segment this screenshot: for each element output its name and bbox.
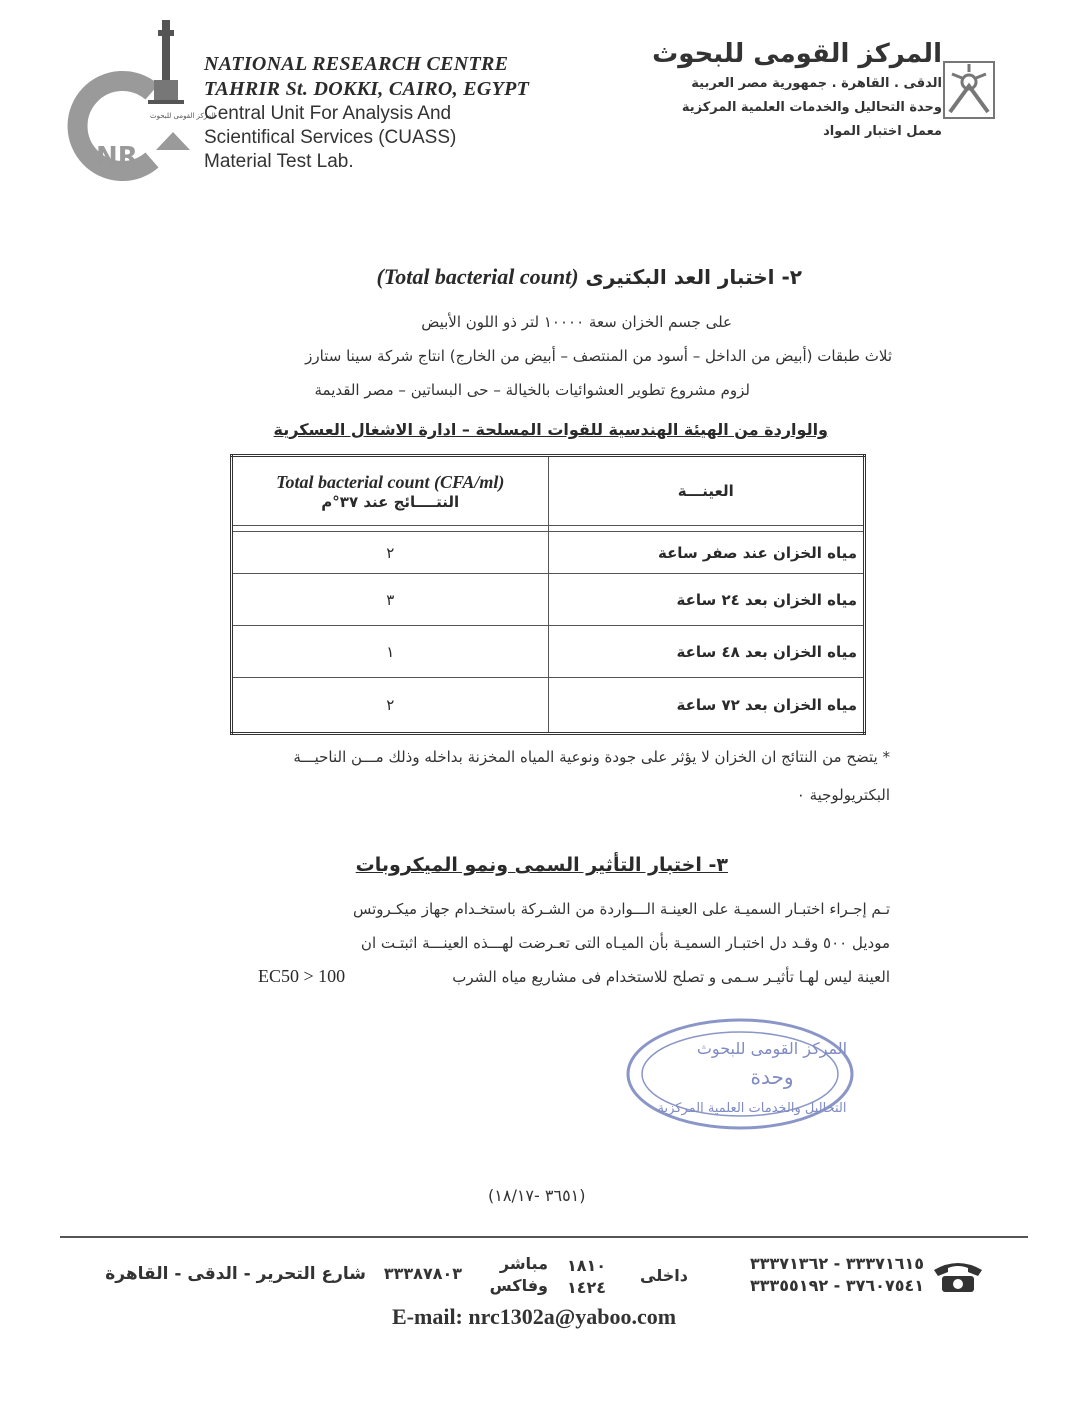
sample-name: مياه الخزان بعد ٧٢ ساعة <box>548 678 865 734</box>
result-header-cell <box>232 456 549 526</box>
unit-name-1: Central Unit For Analysis And <box>204 103 452 124</box>
svg-text:وحدة: وحدة <box>750 1065 794 1089</box>
sample-header-cell: العينـــة <box>548 456 865 526</box>
header-arabic <box>522 36 942 144</box>
toxicity-paragraph-3: العينة ليس لهـا تأثيـر سـمى و تصلح للاستخدام فى مشاريع مياه الشرب <box>452 968 890 986</box>
institution-address: TAHRIR St. DOKKI, CAIRO, EGYPT <box>204 78 530 100</box>
ec50-value: EC50 > 100 <box>258 966 346 986</box>
lab-name-ar: معمل اختبار المواد <box>823 124 942 139</box>
sample-name: مياه الخزان بعد ٤٨ ساعة <box>548 626 865 678</box>
phone-numbers-2: ٣٧٦٠٧٥٤١ - ٣٣٣٥٥١٩٢ <box>749 1276 924 1295</box>
svg-text:NR: NR <box>96 142 138 172</box>
result-header-en: Total bacterial count (CFA/ml) <box>276 471 505 492</box>
section2-title-en: (Total bacterial count) <box>376 264 579 289</box>
direct-number: ٣٣٣٨٧٨٠٣ <box>383 1264 462 1283</box>
svg-text:المركز القومى للبحوث: المركز القومى للبحوث <box>696 1039 848 1058</box>
email-address: E-mail: nrc1302a@yaboo.com <box>392 1304 677 1329</box>
ext-1: ١٨١٠ <box>566 1256 606 1275</box>
table-row <box>232 574 865 626</box>
unit-name-2: Scientifical Services (CUASS) <box>204 127 457 148</box>
official-stamp <box>622 1014 858 1134</box>
toxicity-paragraph-1: تـم إجـراء اختبـار السميـة على العينـة الـــواردة من الشـركة باستخـدام جهاز ميكـروتس <box>352 900 890 918</box>
tank-description: على جسم الخزان سعة ١٠٠٠٠ لتر ذو اللون الأبيض <box>421 313 732 331</box>
table-row <box>232 678 865 734</box>
project-name: لزوم مشروع تطوير العشوائيات بالخيالة – حى البساتين – مصر القديمة <box>314 381 750 399</box>
lab-name: Material Test Lab. <box>204 151 354 172</box>
table-row <box>232 626 865 678</box>
ext-2: ١٤٢٤ <box>566 1278 606 1297</box>
results-table <box>230 454 866 735</box>
sample-name: مياه الخزان عند صفر ساعة <box>548 532 865 574</box>
reference-number: (٣٦٥١ -١٨/١٧) <box>488 1186 586 1205</box>
conclusion-note-end: البكتريولوجية ٠ <box>796 786 890 804</box>
result-value: ٢ <box>232 532 549 574</box>
table-header-row <box>232 456 865 526</box>
section2-title <box>376 264 802 290</box>
svg-text:التحاليل والخدمات العلمية المر: التحاليل والخدمات العلمية المركزية <box>657 1101 847 1116</box>
fax-label: وفاكس <box>489 1276 548 1295</box>
unit-name-ar: وحدة التحاليل والخدمات العلمية المركزية <box>681 100 942 115</box>
result-value: ٢ <box>232 678 549 734</box>
result-header-ar: النتــــائج عند ٣٧°م <box>321 492 460 511</box>
footer-divider <box>60 1236 1028 1238</box>
telephone-icon <box>930 1256 986 1296</box>
tank-layers: ثلاث طبقات (أبيض من الداخل – أسود من المنتصف – أبيض من الخارج) انتاج شركة سينا ستارز <box>305 347 892 365</box>
footer-address: شارع التحرير - الدقى - القاهرة <box>105 1264 366 1284</box>
logo-small-text: المركز القومى للبحوث <box>150 112 216 120</box>
section3-title: ٣- اختبار التأثير السمى ونمو الميكروبات <box>355 854 728 876</box>
source-authority: والواردة من الهيئة الهندسية للقوات المسلحة – ادارة الاشغال العسكرية <box>273 420 828 439</box>
result-value: ٣ <box>232 574 549 626</box>
internal-label: داخلى <box>640 1266 688 1285</box>
phone-numbers-1: ٣٣٣٧١٦١٥ - ٣٣٣٧١٣٦٢ <box>749 1254 924 1273</box>
table-row <box>232 532 865 574</box>
nrc-logo-right <box>942 60 996 120</box>
sample-name: مياه الخزان بعد ٢٤ ساعة <box>548 574 865 626</box>
institution-address-ar: الدقى . القاهرة . جمهورية مصر العربية <box>691 76 942 91</box>
toxicity-paragraph-2: موديل ٥٠٠ وقـد دل اختبـار السميـة بأن الميـاه التى تعـرضت لهـــذه العينـــة اثبتـت ان <box>360 934 890 952</box>
direct-label: مباشر <box>499 1254 548 1273</box>
result-value: ١ <box>232 626 549 678</box>
section2-title-ar: ٢- اختبار العد البكتيرى <box>585 265 802 289</box>
nrc-logo-left <box>92 20 216 172</box>
conclusion-note: * يتضح من النتائج ان الخزان لا يؤثر على جودة ونوعية المياه المخزنة بداخله وذلك مـــن الناحيـــة <box>293 748 890 766</box>
institution-name-ar: المركز القومى للبحوث <box>652 39 942 69</box>
institution-name: NATIONAL RESEARCH CENTRE <box>204 53 509 75</box>
